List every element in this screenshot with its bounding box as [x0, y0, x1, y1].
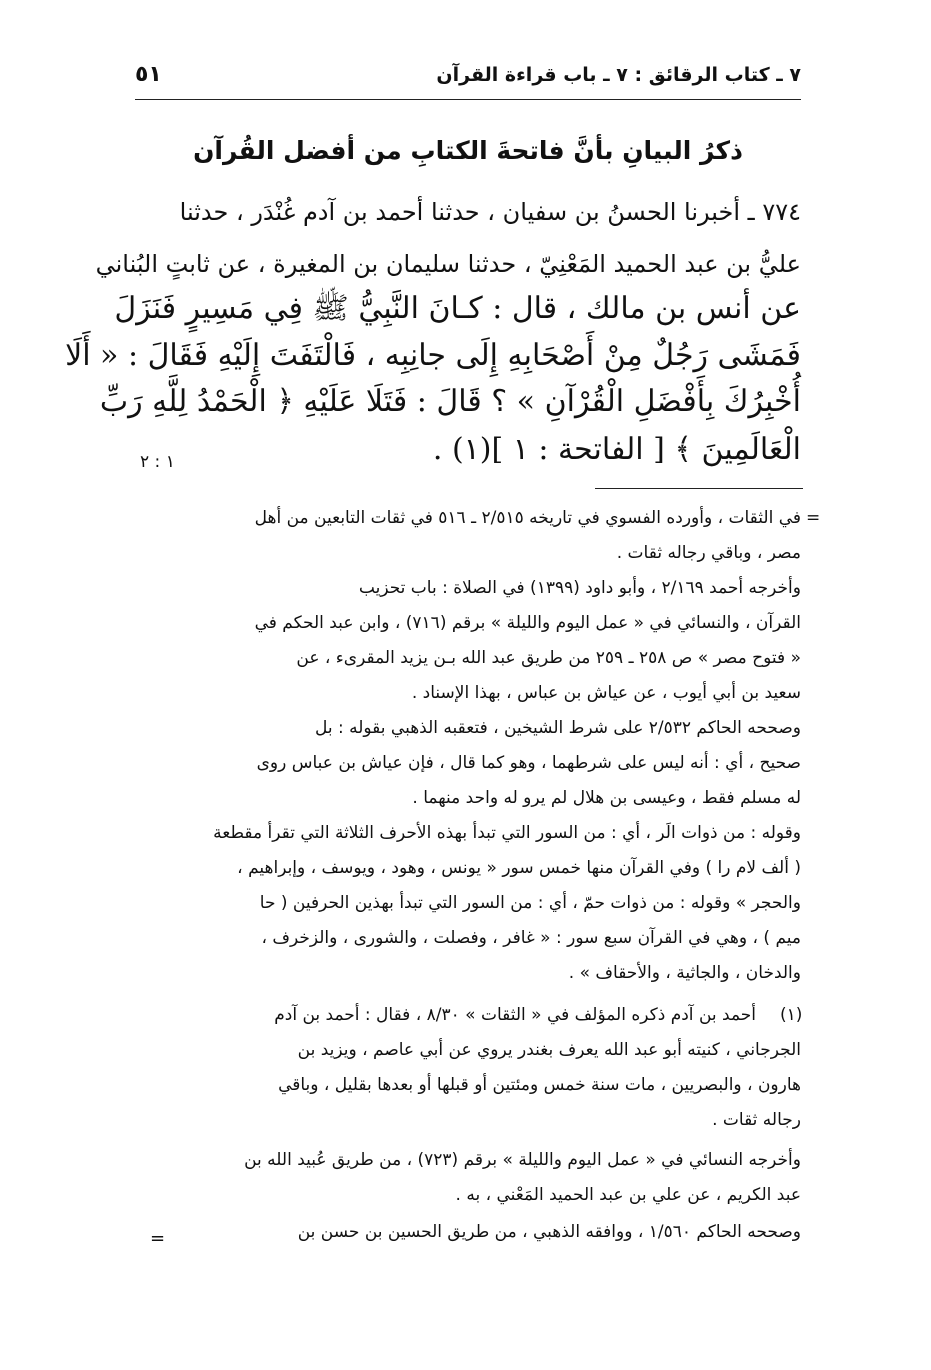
footnote-line: عبد الكريم ، عن علي بن عبد الحميد المَعْني ، به . — [455, 1185, 801, 1205]
footnote-line: والحجر » وقوله : من ذوات حمّ ، أي : من السور التي تبدأ بهذين الحرفين ( حا — [259, 893, 801, 913]
section-heading: ذكرُ البيانِ بأنَّ فاتحةَ الكتابِ من أفضل القُرآن — [193, 136, 743, 165]
matn-line: أُخْبِرُكَ بِأَفْضَلِ الْقُرْآنِ » ؟ قَالَ : فَتَلَا عَلَيْهِ ﴿ الْحَمْدُ لِلَّهِ رَبِّ — [99, 384, 801, 419]
footnote-line: صحيح ، أي : أنه ليس على شرطهما ، وهو كما قال ، فإن عياش بن عباس روى — [256, 753, 801, 773]
footnote-line: القرآن ، والنسائي في « عمل اليوم والليلة » برقم (٧١٦) ، وابن عبد الحكم في — [254, 613, 801, 633]
isnad-line: عليُّ بن عبد الحميد المَعْنِيّ ، حدثنا سليمان بن المغيرة ، عن ثابتٍ البُناني — [95, 250, 801, 278]
page-number: ٥١ — [135, 62, 162, 87]
running-header — [135, 56, 801, 100]
footnote-line: والدخان ، والجاثية ، والأحقاف » . — [568, 963, 801, 983]
footnote-line: الجرجاني ، كنيته أبو عبد الله يعرف بغندر يروي عن أبي عاصم ، ويزيد بن — [297, 1040, 801, 1060]
footnote-line: « فتوح مصر » ص ٢٥٨ ـ ٢٥٩ من طريق عبد الله بـن يزيد المقرىء ، عن — [296, 648, 801, 668]
footnote-line: هارون ، والبصريين ، مات سنة خمس ومئتين أو قبلها أو بعدها بقليل ، وباقي — [278, 1075, 801, 1095]
footnote-line: وصححه الحاكم ٢/٥٣٢ على شرط الشيخين ، فتعقبه الذهبي بقوله : بل — [314, 718, 801, 738]
matn-line: الْعَالَمِينَ ﴾ [ الفاتحة : ١ ](١) . — [432, 432, 801, 467]
footnote-line: له مسلم فقط ، وعيسى بن هلال لم يرو له واحد منهما . — [412, 788, 801, 808]
footnote-line: وقوله : من ذوات الَر ، أي : من السور التي تبدأ بهذه الأحرف الثلاثة التي تقرأ مقطعة — [213, 823, 801, 843]
header-divider — [135, 99, 801, 100]
footnote-line: في الثقات ، وأورده الفسوي في تاريخه ٢/٥١٥ ـ ٥١٦ في ثقات التابعين من أهل — [254, 508, 801, 528]
chapter-title: ٧ ـ كتاب الرقائق : ٧ ـ باب قراءة القرآن — [436, 64, 801, 86]
footnote-divider — [595, 488, 803, 489]
matn-line: فَمَشَى رَجُلٌ مِنْ أَصْحَابِهِ إِلَى جانِبِه ، فَالْتَفَتَ إِلَيْهِ فَقَالَ : « أَلَا — [65, 338, 801, 373]
footnote-line: وأخرجه أحمد ٢/١٦٩ ، وأبو داود (١٣٩٩) في الصلاة : باب تحزيب — [358, 578, 801, 598]
footnote-number: (١) — [780, 1005, 803, 1025]
continuation-marker: = — [806, 508, 821, 528]
footnote-line: وأخرجه النسائي في « عمل اليوم والليلة » برقم (٧٢٣) ، من طريق عُبيد الله بن — [244, 1150, 801, 1170]
footnote-line: مصر ، وباقي رجاله ثقات . — [616, 543, 801, 563]
footnote-line: رجاله ثقات . — [712, 1110, 801, 1130]
verse-reference: ١ : ٢ — [140, 452, 175, 472]
isnad-line: ٧٧٤ ـ أخبرنا الحسنُ بن سفيان ، حدثنا أحمد بن آدم غُنْدَر ، حدثنا — [179, 198, 801, 226]
footnote-line: سعيد بن أبي أيوب ، عن عياش بن عباس ، بهذا الإسناد . — [411, 683, 801, 703]
footnote-line: أحمد بن آدم ذكره المؤلف في « الثقات » ٨/٣٠ ، فقال : أحمد بن آدم — [274, 1005, 756, 1025]
matn-line: عن أنس بن مالك ، قال : كـانَ النَّبِيُّ ﷺ فِي مَسِيرٍ فَنَزَلَ — [114, 291, 801, 326]
continuation-marker: = — [150, 1228, 166, 1249]
footnote-line: ميم ) ، وهي في القرآن سبع سور : « غافر ، وفصلت ، والشورى ، والزخرف ، — [261, 928, 801, 948]
footnote-line: ( ألف لام را ) وفي القرآن منها خمس سور « يونس ، وهود ، ويوسف ، وإبراهيم ، — [237, 858, 801, 878]
footnote-line: وصححه الحاكم ١/٥٦٠ ، ووافقه الذهبي ، من طريق الحسين بن حسن بن — [297, 1222, 801, 1242]
